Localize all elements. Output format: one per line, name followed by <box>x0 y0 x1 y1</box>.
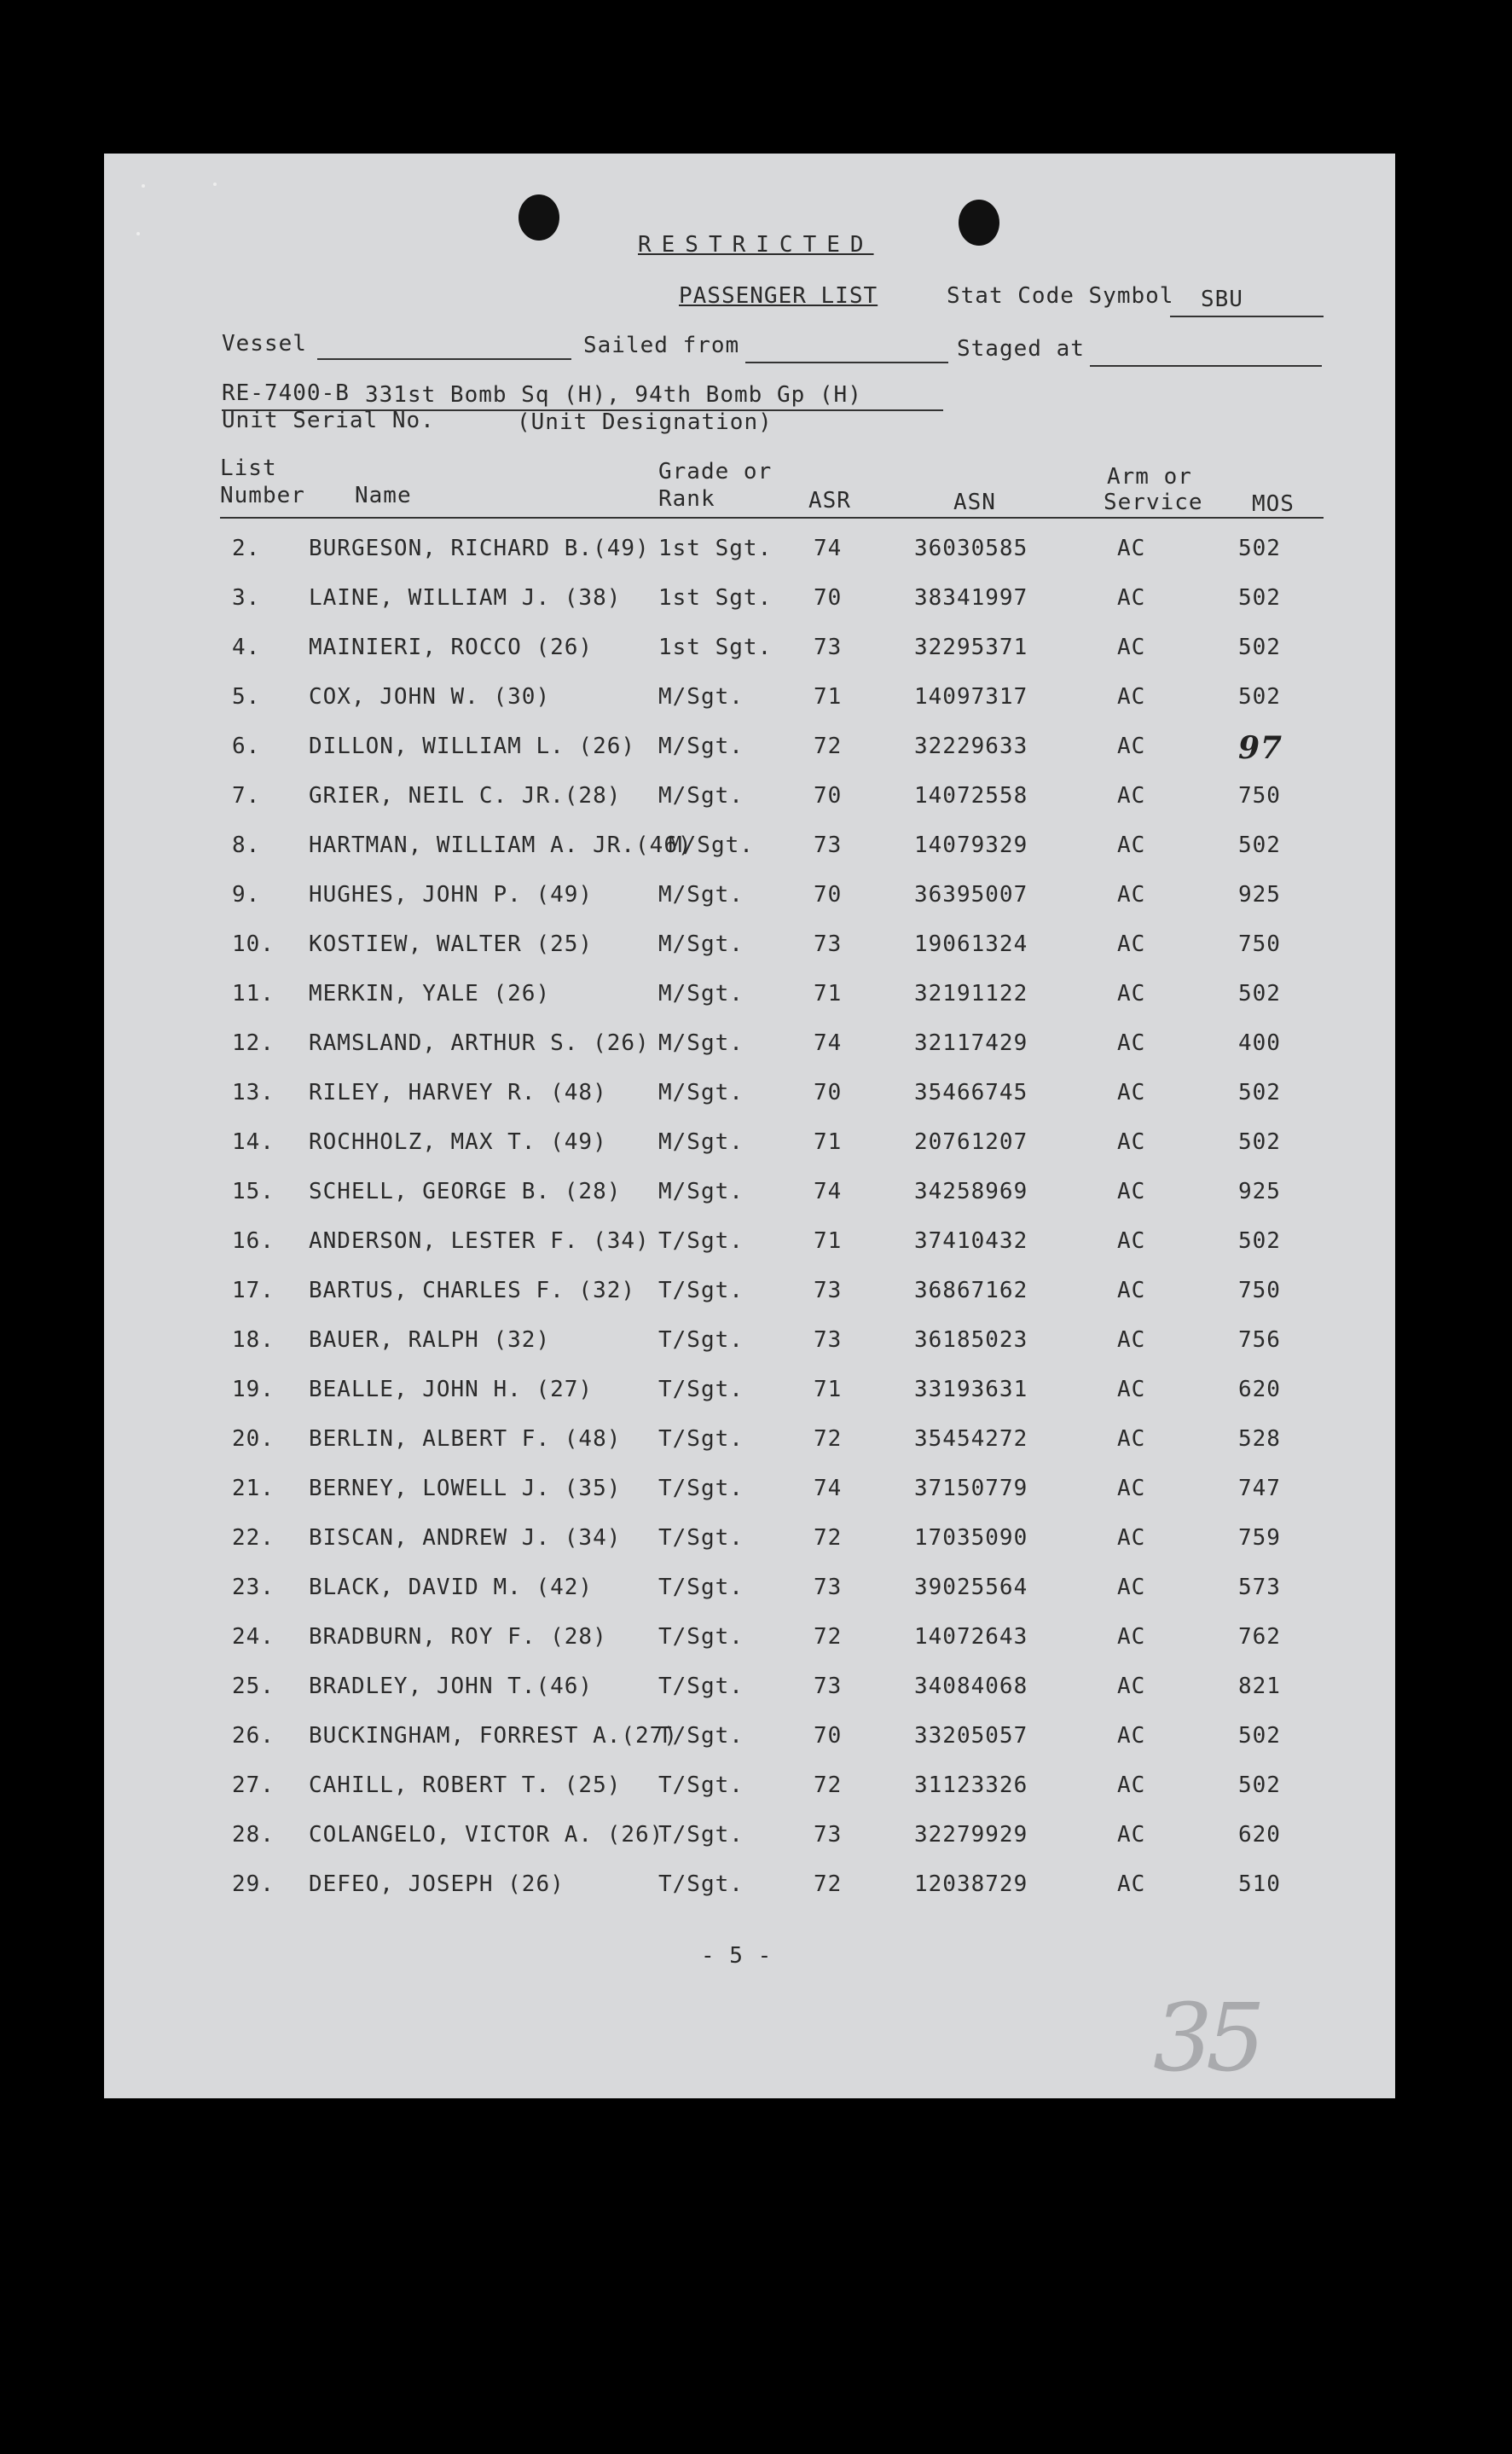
row-number: 7. <box>232 783 261 809</box>
row-name: BAUER, RALPH (32) <box>309 1327 551 1353</box>
row-asr: 72 <box>814 1426 843 1452</box>
row-mos: 759 <box>1238 1525 1281 1551</box>
row-arm: AC <box>1117 931 1146 957</box>
row-number: 5. <box>232 684 261 710</box>
stat-code-value: SBU <box>1201 287 1243 312</box>
col-asn: ASN <box>953 490 996 515</box>
table-row <box>104 1575 1395 1609</box>
row-mos: 502 <box>1238 1723 1281 1749</box>
row-name: HUGHES, JOHN P. (49) <box>309 882 594 908</box>
row-arm: AC <box>1117 1772 1146 1798</box>
table-row <box>104 585 1395 619</box>
row-number: 22. <box>232 1525 275 1551</box>
staged-at-label: Staged at <box>957 336 1085 362</box>
row-mos: 620 <box>1238 1377 1281 1402</box>
row-asr: 70 <box>814 1723 843 1749</box>
row-grade: T/Sgt. <box>658 1624 744 1650</box>
table-row <box>104 730 1395 768</box>
row-number: 13. <box>232 1080 275 1105</box>
row-asn: 14072558 <box>914 783 1028 809</box>
row-number: 15. <box>232 1179 275 1204</box>
row-grade: 1st Sgt. <box>658 635 773 660</box>
row-mos: 756 <box>1238 1327 1281 1353</box>
row-asr: 73 <box>814 1674 843 1699</box>
row-name: BISCAN, ANDREW J. (34) <box>309 1525 622 1551</box>
row-asr: 70 <box>814 1080 843 1105</box>
row-asr: 72 <box>814 734 843 759</box>
row-grade: T/Sgt. <box>658 1822 744 1848</box>
punch-hole-left <box>518 194 559 241</box>
row-asr: 70 <box>814 882 843 908</box>
row-number: 24. <box>232 1624 275 1650</box>
row-arm: AC <box>1117 1525 1146 1551</box>
row-arm: AC <box>1117 1228 1146 1254</box>
row-name: BRADBURN, ROY F. (28) <box>309 1624 607 1650</box>
row-asn: 14079329 <box>914 833 1028 858</box>
row-number: 17. <box>232 1278 275 1303</box>
row-asn: 19061324 <box>914 931 1028 957</box>
row-name: GRIER, NEIL C. JR.(28) <box>309 783 622 809</box>
row-arm: AC <box>1117 882 1146 908</box>
passenger-list-heading: PASSENGER LIST <box>679 283 878 309</box>
table-row <box>104 1871 1395 1906</box>
row-grade: 1st Sgt. <box>658 536 773 561</box>
row-mos: 502 <box>1238 635 1281 660</box>
col-mos: MOS <box>1252 491 1295 517</box>
row-asr: 73 <box>814 1822 843 1848</box>
unit-serial-label: Unit Serial No. <box>222 408 435 433</box>
col-arm-2: Service <box>1104 490 1203 515</box>
page-number: - 5 - <box>701 1943 773 1969</box>
row-grade: T/Sgt. <box>658 1723 744 1749</box>
row-asn: 14072643 <box>914 1624 1028 1650</box>
row-arm: AC <box>1117 635 1146 660</box>
row-grade: M/Sgt. <box>658 684 744 710</box>
row-number: 14. <box>232 1129 275 1155</box>
row-arm: AC <box>1117 684 1146 710</box>
row-arm: AC <box>1117 833 1146 858</box>
document-page <box>104 154 1395 2098</box>
unit-designation: 331st Bomb Sq (H), 94th Bomb Gp (H) <box>365 382 862 408</box>
row-arm: AC <box>1117 1129 1146 1155</box>
col-asr: ASR <box>808 488 851 513</box>
row-asn: 37150779 <box>914 1476 1028 1501</box>
row-asr: 74 <box>814 1179 843 1204</box>
row-grade: M/Sgt. <box>658 1129 744 1155</box>
row-mos: 750 <box>1238 783 1281 809</box>
row-arm: AC <box>1117 1179 1146 1204</box>
row-arm: AC <box>1117 734 1146 759</box>
row-number: 28. <box>232 1822 275 1848</box>
table-row <box>104 1525 1395 1559</box>
table-row <box>104 1624 1395 1658</box>
row-name: KOSTIEW, WALTER (25) <box>309 931 594 957</box>
row-asr: 74 <box>814 536 843 561</box>
row-asr: 73 <box>814 1278 843 1303</box>
row-grade: T/Sgt. <box>658 1674 744 1699</box>
staged-at-line <box>1090 365 1322 367</box>
row-mos: 502 <box>1238 536 1281 561</box>
row-asr: 72 <box>814 1624 843 1650</box>
row-asr: 71 <box>814 1228 843 1254</box>
table-row <box>104 1129 1395 1163</box>
row-asn: 36867162 <box>914 1278 1028 1303</box>
table-row <box>104 931 1395 966</box>
row-number: 20. <box>232 1426 275 1452</box>
table-row <box>104 833 1395 867</box>
row-mos: 821 <box>1238 1674 1281 1699</box>
stat-code-label: Stat Code Symbol <box>947 283 1174 309</box>
unit-designation-label: (Unit Designation) <box>517 409 773 435</box>
header-rule <box>220 517 1324 519</box>
punch-hole-right <box>959 200 999 246</box>
unit-serial-number: RE-7400-B <box>222 380 350 406</box>
row-asr: 70 <box>814 585 843 611</box>
table-row <box>104 1723 1395 1757</box>
row-number: 6. <box>232 734 261 759</box>
row-asr: 73 <box>814 1575 843 1600</box>
restricted-heading: RESTRICTED <box>638 232 874 258</box>
row-asr: 73 <box>814 1327 843 1353</box>
row-asr: 71 <box>814 1377 843 1402</box>
row-name: BURGESON, RICHARD B.(49) <box>309 536 650 561</box>
row-mos: 528 <box>1238 1426 1281 1452</box>
row-name: MAINIERI, ROCCO (26) <box>309 635 594 660</box>
row-number: 21. <box>232 1476 275 1501</box>
row-arm: AC <box>1117 1377 1146 1402</box>
col-arm: Arm or <box>1107 464 1192 490</box>
row-asr: 71 <box>814 684 843 710</box>
table-row <box>104 1030 1395 1065</box>
table-row <box>104 536 1395 570</box>
row-mos: 762 <box>1238 1624 1281 1650</box>
table-row <box>104 1476 1395 1510</box>
row-name: BLACK, DAVID M. (42) <box>309 1575 594 1600</box>
row-arm: AC <box>1117 1871 1146 1897</box>
table-row <box>104 1822 1395 1856</box>
row-arm: AC <box>1117 585 1146 611</box>
vessel-label: Vessel <box>222 331 307 357</box>
row-asr: 73 <box>814 635 843 660</box>
row-asr: 73 <box>814 833 843 858</box>
row-grade: T/Sgt. <box>658 1525 744 1551</box>
row-asn: 20761207 <box>914 1129 1028 1155</box>
row-arm: AC <box>1117 783 1146 809</box>
row-grade: T/Sgt. <box>658 1228 744 1254</box>
row-asn: 33193631 <box>914 1377 1028 1402</box>
col-list-number-2: Number <box>220 483 305 508</box>
row-asn: 39025564 <box>914 1575 1028 1600</box>
row-asr: 73 <box>814 931 843 957</box>
row-asn: 32191122 <box>914 981 1028 1007</box>
row-number: 26. <box>232 1723 275 1749</box>
row-asn: 35466745 <box>914 1080 1028 1105</box>
table-row <box>104 1674 1395 1708</box>
row-name: COX, JOHN W. (30) <box>309 684 551 710</box>
row-grade: M/Sgt. <box>658 882 744 908</box>
row-mos: 502 <box>1238 833 1281 858</box>
vessel-line <box>317 358 571 360</box>
row-mos-handwritten: 97 <box>1238 730 1283 766</box>
row-mos: 750 <box>1238 1278 1281 1303</box>
row-asr: 74 <box>814 1030 843 1056</box>
row-grade: M/Sgt. <box>658 734 744 759</box>
row-number: 11. <box>232 981 275 1007</box>
row-asn: 32229633 <box>914 734 1028 759</box>
row-asn: 31123326 <box>914 1772 1028 1798</box>
row-number: 3. <box>232 585 261 611</box>
table-row <box>104 684 1395 718</box>
row-mos: 502 <box>1238 1080 1281 1105</box>
row-arm: AC <box>1117 1080 1146 1105</box>
row-name: BUCKINGHAM, FORREST A.(27) <box>309 1723 678 1749</box>
row-asn: 12038729 <box>914 1871 1028 1897</box>
row-name: BERLIN, ALBERT F. (48) <box>309 1426 622 1452</box>
row-asn: 32295371 <box>914 635 1028 660</box>
row-name: BERNEY, LOWELL J. (35) <box>309 1476 622 1501</box>
row-asr: 74 <box>814 1476 843 1501</box>
table-row <box>104 635 1395 669</box>
table-row <box>104 882 1395 916</box>
col-name: Name <box>355 483 412 508</box>
table-row <box>104 1179 1395 1213</box>
row-grade: T/Sgt. <box>658 1278 744 1303</box>
table-row <box>104 1426 1395 1460</box>
table-row <box>104 981 1395 1015</box>
row-number: 23. <box>232 1575 275 1600</box>
row-arm: AC <box>1117 1575 1146 1600</box>
table-row <box>104 1278 1395 1312</box>
row-name: ANDERSON, LESTER F. (34) <box>309 1228 650 1254</box>
row-asn: 32117429 <box>914 1030 1028 1056</box>
row-grade: M/Sgt. <box>669 833 754 858</box>
row-asn: 38341997 <box>914 585 1028 611</box>
row-grade: T/Sgt. <box>658 1476 744 1501</box>
stat-code-line <box>1170 316 1324 317</box>
row-asn: 36030585 <box>914 536 1028 561</box>
row-asr: 72 <box>814 1772 843 1798</box>
row-number: 16. <box>232 1228 275 1254</box>
row-number: 2. <box>232 536 261 561</box>
row-number: 29. <box>232 1871 275 1897</box>
table-row <box>104 1377 1395 1411</box>
row-arm: AC <box>1117 1426 1146 1452</box>
row-mos: 502 <box>1238 1772 1281 1798</box>
row-arm: AC <box>1117 981 1146 1007</box>
row-number: 18. <box>232 1327 275 1353</box>
speck <box>213 183 217 186</box>
row-arm: AC <box>1117 1030 1146 1056</box>
row-number: 12. <box>232 1030 275 1056</box>
row-grade: M/Sgt. <box>658 981 744 1007</box>
row-grade: M/Sgt. <box>658 931 744 957</box>
row-mos: 502 <box>1238 585 1281 611</box>
row-number: 4. <box>232 635 261 660</box>
row-name: RILEY, HARVEY R. (48) <box>309 1080 607 1105</box>
col-grade: Grade or <box>658 459 773 484</box>
table-row <box>104 1228 1395 1262</box>
col-list-number: List <box>220 455 277 481</box>
row-mos: 747 <box>1238 1476 1281 1501</box>
speck <box>136 232 140 235</box>
row-arm: AC <box>1117 1278 1146 1303</box>
row-name: BARTUS, CHARLES F. (32) <box>309 1278 636 1303</box>
row-asr: 70 <box>814 783 843 809</box>
row-name: BRADLEY, JOHN T.(46) <box>309 1674 594 1699</box>
row-asn: 32279929 <box>914 1822 1028 1848</box>
row-mos: 502 <box>1238 1129 1281 1155</box>
row-arm: AC <box>1117 1476 1146 1501</box>
row-mos: 750 <box>1238 931 1281 957</box>
row-name: BEALLE, JOHN H. (27) <box>309 1377 594 1402</box>
row-arm: AC <box>1117 1822 1146 1848</box>
row-name: DEFEO, JOSEPH (26) <box>309 1871 565 1897</box>
row-mos: 502 <box>1238 981 1281 1007</box>
row-number: 25. <box>232 1674 275 1699</box>
row-grade: T/Sgt. <box>658 1772 744 1798</box>
row-grade: M/Sgt. <box>658 1080 744 1105</box>
row-mos: 400 <box>1238 1030 1281 1056</box>
row-number: 8. <box>232 833 261 858</box>
row-asr: 72 <box>814 1871 843 1897</box>
row-grade: 1st Sgt. <box>658 585 773 611</box>
row-asn: 17035090 <box>914 1525 1028 1551</box>
row-mos: 925 <box>1238 882 1281 908</box>
row-grade: T/Sgt. <box>658 1426 744 1452</box>
col-grade-2: Rank <box>658 486 715 512</box>
sailed-from-line <box>745 362 948 363</box>
handwritten-page-number: 35 <box>1153 1983 1259 2092</box>
row-grade: T/Sgt. <box>658 1575 744 1600</box>
row-asn: 34084068 <box>914 1674 1028 1699</box>
row-name: HARTMAN, WILLIAM A. JR.(46) <box>309 833 692 858</box>
row-asn: 36185023 <box>914 1327 1028 1353</box>
table-row <box>104 1327 1395 1361</box>
row-name: LAINE, WILLIAM J. (38) <box>309 585 622 611</box>
row-asr: 72 <box>814 1525 843 1551</box>
row-arm: AC <box>1117 536 1146 561</box>
row-arm: AC <box>1117 1327 1146 1353</box>
row-mos: 502 <box>1238 1228 1281 1254</box>
row-arm: AC <box>1117 1674 1146 1699</box>
row-arm: AC <box>1117 1624 1146 1650</box>
table-row <box>104 1772 1395 1807</box>
row-asn: 35454272 <box>914 1426 1028 1452</box>
table-row <box>104 1080 1395 1114</box>
row-mos: 573 <box>1238 1575 1281 1600</box>
sailed-from-label: Sailed from <box>583 333 740 358</box>
row-name: DILLON, WILLIAM L. (26) <box>309 734 636 759</box>
row-asr: 71 <box>814 1129 843 1155</box>
row-name: RAMSLAND, ARTHUR S. (26) <box>309 1030 650 1056</box>
row-asr: 71 <box>814 981 843 1007</box>
row-grade: T/Sgt. <box>658 1871 744 1897</box>
table-row <box>104 783 1395 817</box>
row-number: 27. <box>232 1772 275 1798</box>
row-name: MERKIN, YALE (26) <box>309 981 551 1007</box>
row-asn: 34258969 <box>914 1179 1028 1204</box>
row-number: 9. <box>232 882 261 908</box>
row-name: ROCHHOLZ, MAX T. (49) <box>309 1129 607 1155</box>
row-name: SCHELL, GEORGE B. (28) <box>309 1179 622 1204</box>
row-grade: M/Sgt. <box>658 1030 744 1056</box>
row-grade: M/Sgt. <box>658 1179 744 1204</box>
row-grade: T/Sgt. <box>658 1377 744 1402</box>
row-name: CAHILL, ROBERT T. (25) <box>309 1772 622 1798</box>
row-name: COLANGELO, VICTOR A. (26) <box>309 1822 664 1848</box>
row-grade: T/Sgt. <box>658 1327 744 1353</box>
row-asn: 33205057 <box>914 1723 1028 1749</box>
row-asn: 37410432 <box>914 1228 1028 1254</box>
row-asn: 14097317 <box>914 684 1028 710</box>
row-mos: 510 <box>1238 1871 1281 1897</box>
speck <box>142 184 145 188</box>
row-number: 19. <box>232 1377 275 1402</box>
row-mos: 502 <box>1238 684 1281 710</box>
row-mos: 925 <box>1238 1179 1281 1204</box>
row-arm: AC <box>1117 1723 1146 1749</box>
row-mos: 620 <box>1238 1822 1281 1848</box>
row-asn: 36395007 <box>914 882 1028 908</box>
row-grade: M/Sgt. <box>658 783 744 809</box>
row-number: 10. <box>232 931 275 957</box>
